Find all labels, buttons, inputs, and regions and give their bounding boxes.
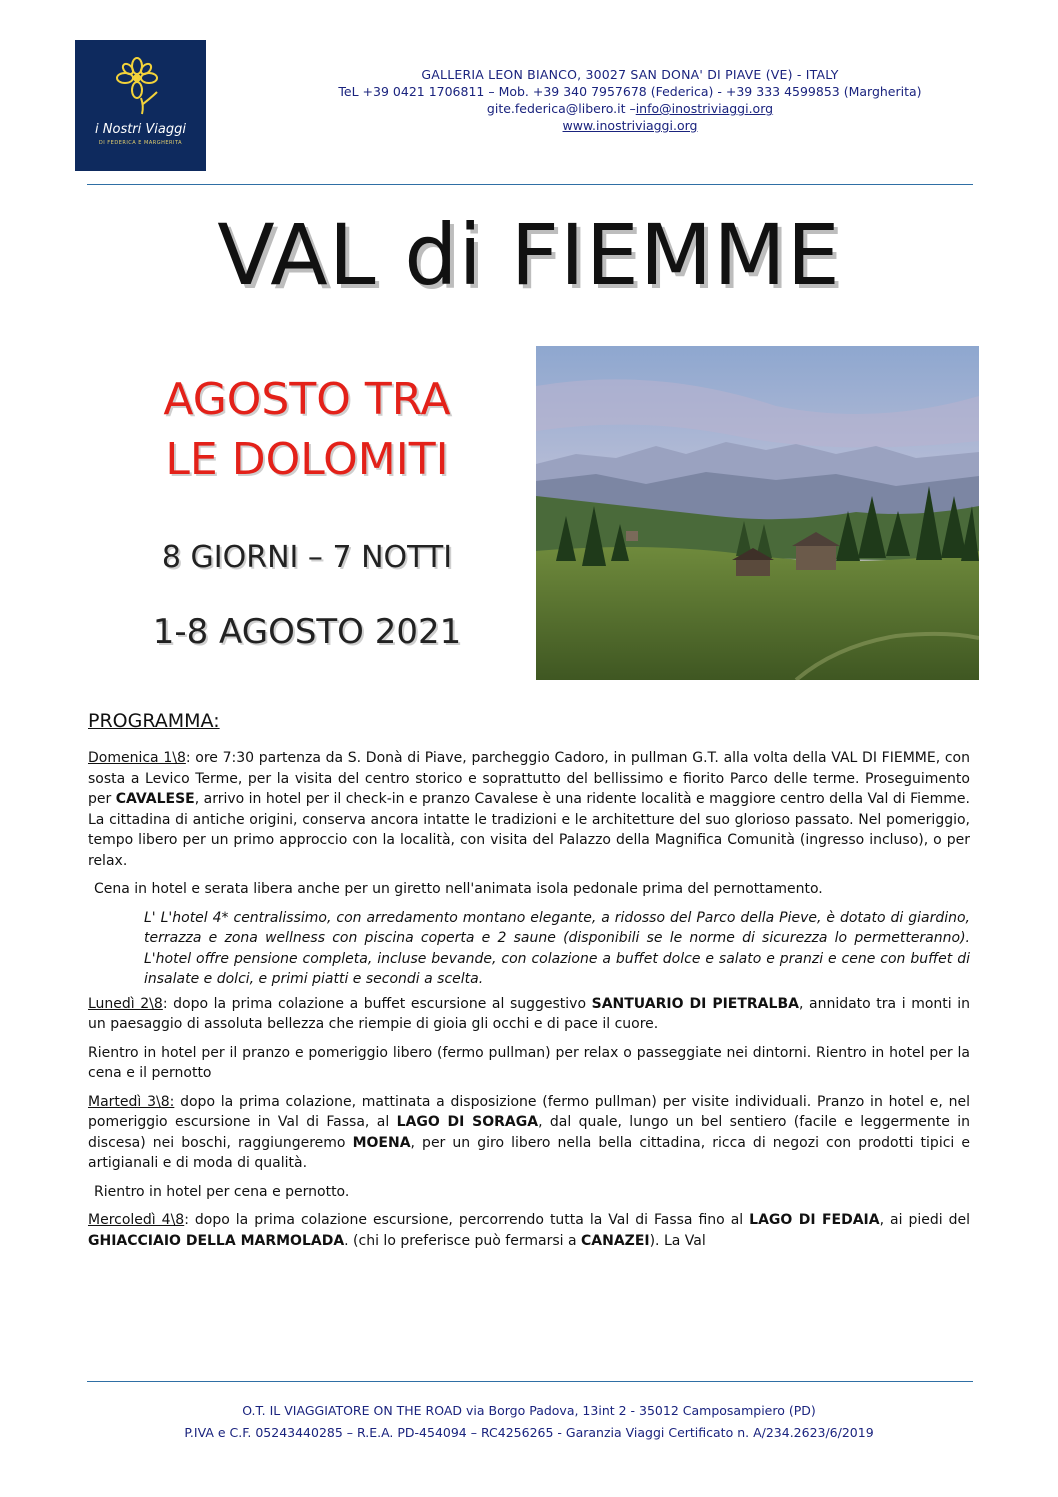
- day-4-text-cont: , ai piedi del: [879, 1212, 971, 1228]
- soraga-highlight: LAGO DI SORAGA: [396, 1114, 539, 1130]
- footer-divider: [87, 1381, 973, 1382]
- day-3-text: dopo la prima colazione, mattinata a disposizione (fermo pullman) per visite individuali. Pranzo in hotel e, nel pomeriggio escursione in Val di Fassa, al: [88, 1093, 971, 1130]
- email-line: [180, 100, 1058, 117]
- day-4-text-mid: . (chi lo preferisce può fermarsi a: [344, 1232, 581, 1249]
- mountain-landscape-photo: [536, 346, 979, 680]
- canazei-highlight: CANAZEI: [581, 1232, 650, 1249]
- day-1-text-cont: , arrivo in hotel per il check-in e pranzo Cavalese è una ridente località e maggiore centro della Val di Fiemme. La cittadina di antiche origini, conserva ancora intatte le tradizioni e le architetture del suo glorioso passato. Nel pomeriggio, tempo libero per un primo approccio con la località, con visita del Palazzo della Magnifica Comunità (ingresso incluso), o per relax.: [88, 791, 970, 869]
- subtitle-line-1: AGOSTO TRA: [163, 374, 451, 425]
- day-4-label: Mercoledì 4\8: [88, 1212, 185, 1228]
- trip-dates: 1-8 AGOSTO 2021: [152, 612, 462, 652]
- footer-legal: P.IVA e C.F. 05243440285 – R.E.A. PD-454094 – RC4256265 - Garanzia Viaggi Certificato n. A/234.2623/6/2019: [184, 1425, 874, 1440]
- cavalese-highlight: CAVALESE: [115, 791, 195, 807]
- day-2-text-cont: , annidato tra i monti in un paesaggio di assoluta bellezza che riempie di gioia gli occhi e di pace il cuore.: [88, 995, 970, 1032]
- contact-block: [180, 66, 1058, 134]
- address: GALLERIA LEON BIANCO, 30027 SAN DONA' DI PIAVE (VE) - ITALY: [421, 67, 839, 82]
- day-3-return: Rientro in hotel per cena e pernotto.: [94, 1183, 350, 1200]
- day-1-dinner: Cena in hotel e serata libera anche per un giretto nell'animata isola pedonale prima del pernottamento.: [94, 881, 823, 897]
- marmolada-highlight: GHIACCIAIO DELLA MARMOLADA: [88, 1232, 345, 1249]
- moena-highlight: MOENA: [352, 1134, 411, 1151]
- program-body: [88, 748, 970, 1259]
- day-1-text: : ore 7:30 partenza da S. Donà di Piave, parcheggio Cadoro, in pullman G.T. alla volta della VAL DI FIEMME, con sosta a Levico Terme, per la visita del centro storico e soprattutto del bellissimo e fiorito Parco delle terme. Proseguimento per: [88, 750, 970, 807]
- day-2-paragraph: [88, 994, 970, 1035]
- logo-name: i Nostri Viaggi: [95, 122, 186, 137]
- footer: [0, 1400, 1058, 1444]
- hotel-description: L' L'hotel 4* centralissimo, con arredamento montano elegante, a ridosso del Parco della Pieve, è dotato di giardino, terrazza e zona wellness con piscina coperta e 2 saune (disponibili se le norme di sicurezza lo permetteranno). L'hotel offre pensione completa, incluse bevande, con colazione a buffet dolce e salato e pranzi e cene con buffet di insalate e dolci, e primi piatti e secondi a scelta.: [144, 909, 970, 987]
- footer-agency: O.T. IL VIAGGIATORE ON THE ROAD via Borgo Padova, 13int 2 - 35012 Camposampiero (PD): [242, 1403, 816, 1418]
- day-2-text: : dopo la prima colazione a buffet escursione al suggestivo: [162, 995, 592, 1012]
- header-divider: [87, 184, 973, 185]
- email-info-link[interactable]: info@inostriviaggi.org: [635, 101, 774, 116]
- page-title: VAL di FIEMME: [217, 206, 841, 304]
- pietralba-highlight: SANTUARIO DI PIETRALBA: [591, 995, 799, 1012]
- day-3-paragraph: [88, 1092, 970, 1174]
- trip-duration: 8 GIORNI – 7 NOTTI: [161, 540, 453, 575]
- email-federica: gite.federica@libero.it –: [486, 101, 636, 116]
- website-link[interactable]: www.inostriviaggi.org: [562, 118, 698, 133]
- phone-numbers: TeL +39 0421 1706811 – Mob. +39 340 7957678 (Federica) - +39 333 4599853 (Margherita): [338, 84, 922, 99]
- subtitle-line-2: LE DOLOMITI: [165, 434, 449, 485]
- day-4-text: : dopo la prima colazione escursione, percorrendo tutta la Val di Fassa fino al: [184, 1212, 750, 1228]
- day-2-label: Lunedì 2\8: [88, 995, 163, 1012]
- flower-icon: [111, 54, 171, 116]
- day-3-label: Martedì 3\8:: [88, 1093, 175, 1110]
- day-3-text-end: , per un giro libero nella bella cittadina, ricca di negozi con prodotti tipici e artigianali e di moda di qualità.: [88, 1134, 970, 1171]
- day-4-text-end: ). La Val: [649, 1232, 706, 1249]
- day-4-paragraph: [88, 1210, 970, 1251]
- day-3-text-cont: , dal quale, lungo un bel sentiero (facile e leggermente in discesa) nei boschi, raggiungeremo: [88, 1114, 970, 1151]
- fedaia-highlight: LAGO DI FEDAIA: [749, 1212, 880, 1228]
- logo-tagline: DI FEDERICA E MARGHERITA: [98, 140, 183, 146]
- day-2-return: Rientro in hotel per il pranzo e pomeriggio libero (fermo pullman) per relax o passeggiate nei dintorni. Rientro in hotel per la cena e il pernotto: [88, 1044, 970, 1081]
- programma-heading: PROGRAMMA:: [88, 710, 220, 732]
- day-1-paragraph: [88, 748, 970, 871]
- subtitle: [88, 370, 526, 490]
- day-1-label: Domenica 1\8: [88, 750, 186, 766]
